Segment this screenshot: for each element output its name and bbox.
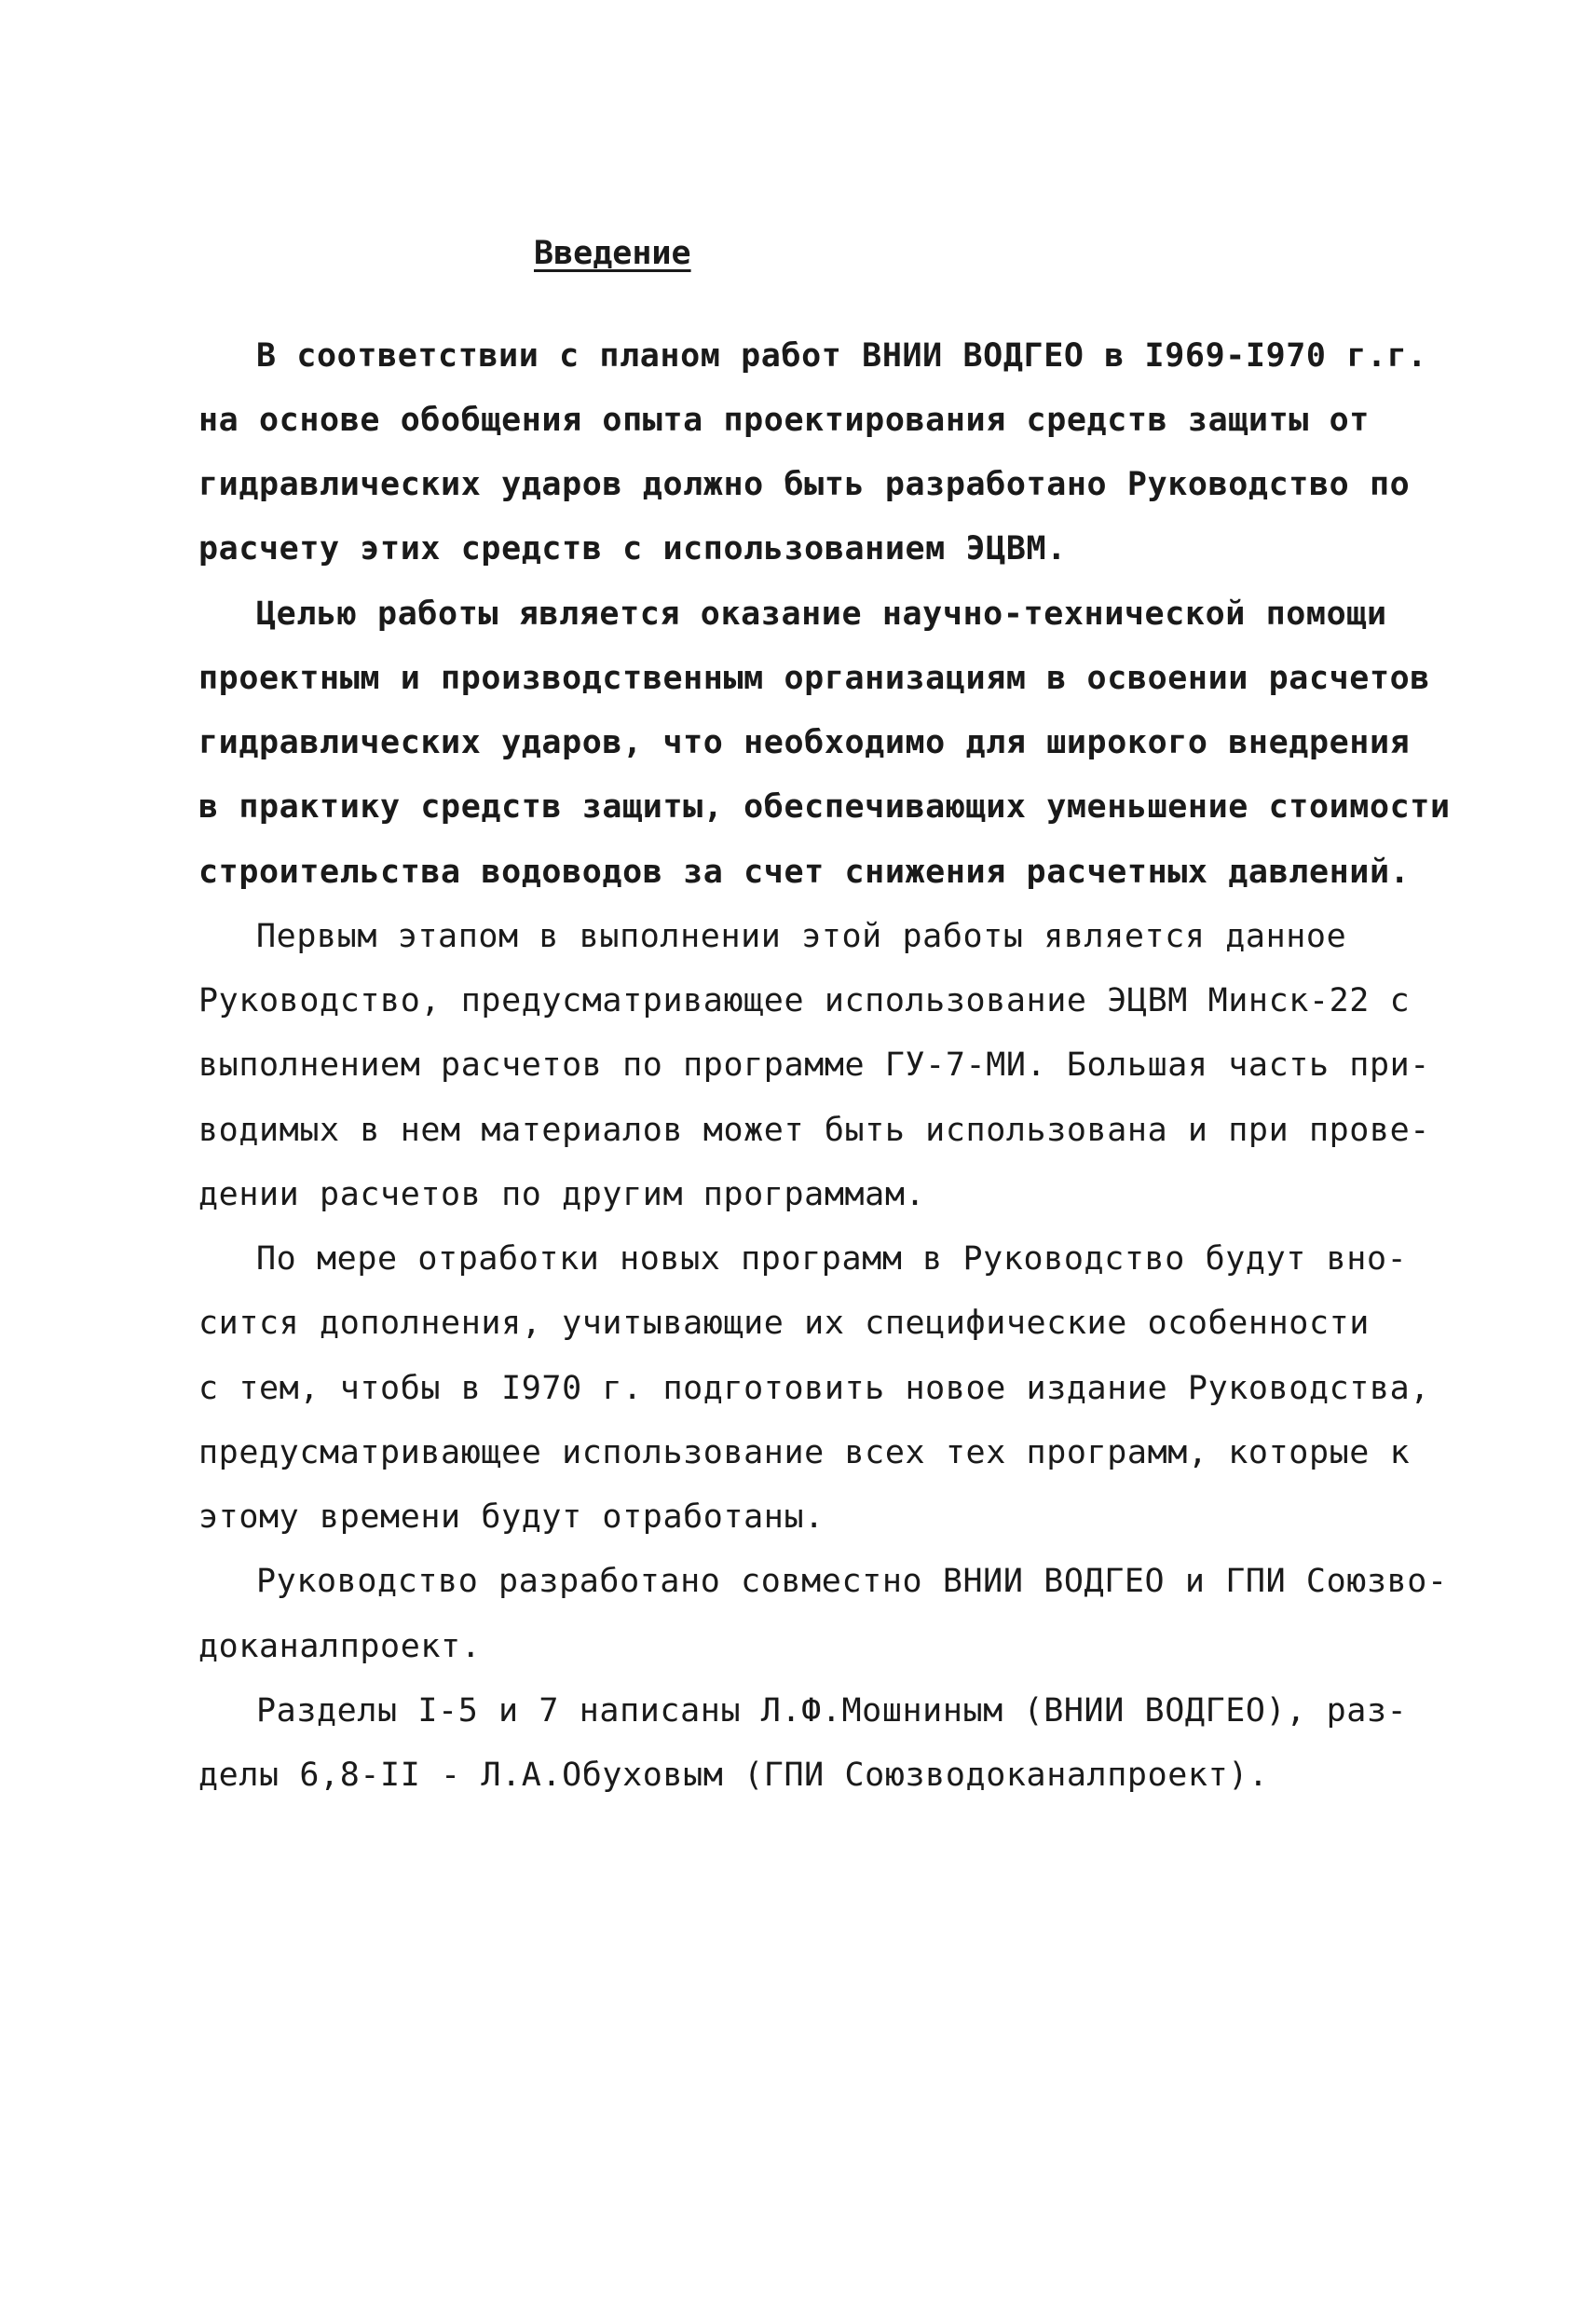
text-line: проектным и производственным организациям в освоении расчетов <box>198 660 1430 697</box>
text-line: доканалпроект. <box>198 1628 482 1665</box>
text-line: По мере отработки новых программ в Руководство будут вно- <box>256 1240 1408 1278</box>
text-line: гидравлических ударов, что необходимо для широкого внедрения <box>198 724 1411 761</box>
text-line: Первым этапом в выполнении этой работы является данное <box>256 918 1347 955</box>
text-line: расчету этих средств с использованием ЭЦВМ. <box>198 530 1067 567</box>
text-line: с тем, чтобы в I970 г. подготовить новое издание Руководства, <box>198 1370 1430 1407</box>
text-line: В соответствии с планом работ ВНИИ ВОДГЕО в I969-I970 г.г. <box>256 337 1427 375</box>
text-line: предусматривающее использование всех тех программ, которые к <box>198 1434 1411 1471</box>
text-line: гидравлических ударов должно быть разработано Руководство по <box>198 466 1411 503</box>
text-line: Руководство разработано совместно ВНИИ ВОДГЕО и ГПИ Союзво- <box>256 1563 1448 1600</box>
text-line: Руководство, предусматривающее использование ЭЦВМ Минск-22 с <box>198 982 1411 1019</box>
text-line: в практику средств защиты, обеспечивающих уменьшение стоимости <box>198 788 1451 826</box>
text-line: этому времени будут отработаны. <box>198 1498 825 1536</box>
text-line: Разделы I-5 и 7 написаны Л.Ф.Мошниным (ВНИИ ВОДГЕО), раз- <box>256 1692 1408 1730</box>
text-line: строительства водоводов за счет снижения расчетных давлений. <box>198 854 1411 891</box>
text-line: водимых в нем материалов может быть использована и при прове- <box>198 1112 1430 1149</box>
page-title: Введение <box>534 235 691 272</box>
text-line: делы 6,8-II - Л.А.Обуховым (ГПИ Союзводоканалпроект). <box>198 1757 1269 1794</box>
text-line: выполнением расчетов по программе ГУ-7-МИ. Большая часть при- <box>198 1046 1430 1084</box>
text-line: на основе обобщения опыта проектирования средств защиты от <box>198 402 1370 439</box>
text-line: Целью работы является оказание научно-технической помощи <box>256 595 1387 633</box>
text-line: дении расчетов по другим программам. <box>198 1176 926 1213</box>
text-line: сится дополнения, учитывающие их специфические особенности <box>198 1305 1370 1342</box>
